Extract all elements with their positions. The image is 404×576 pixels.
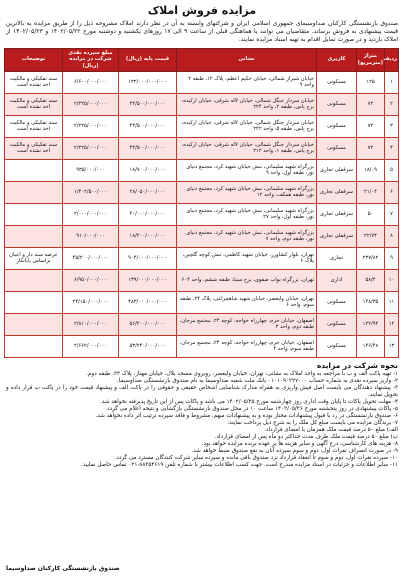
table-cell: ۲/۸۱۰/۰۰۰/۰۰۰ bbox=[63, 313, 119, 335]
table-cell: خیابان سردار جنگل شمالی، خیابان لاله شرقی، خیابان ارکیده، برج پاس، طبقه ۱، واحد ۲۱۲ bbox=[177, 137, 317, 159]
table-row bbox=[5, 115, 399, 137]
table-cell: ۴۴/۵۰۰/۰۰۰/۰۰۰ bbox=[119, 137, 177, 159]
table-cell bbox=[5, 181, 63, 203]
table-cell: مسکونی bbox=[317, 93, 357, 115]
table-cell bbox=[5, 159, 63, 181]
table-cell: مسکونی bbox=[317, 137, 357, 159]
condition-item: ۱۱- سایر اطلاعات و جزئیات در اسناد مزایده مندرج است. جهت کسب اطلاعات بیشتر با شماره تلفن ۸۸۳۵۴۶۱۹-۰۲۱ تماس حاصل نمایید. bbox=[81, 461, 398, 468]
table-cell: ۷ bbox=[385, 203, 399, 225]
table-cell: ۷۲ bbox=[357, 93, 385, 115]
table-cell: ۱۳ bbox=[385, 335, 399, 357]
table-cell: مسکونی bbox=[317, 335, 357, 357]
table-row bbox=[5, 335, 399, 357]
table-cell: سرقفلی تجاری bbox=[317, 159, 357, 181]
table-cell: ۲ bbox=[385, 93, 399, 115]
table-cell: ۴۵/۲۰۰/۰۰۰/۰۰۰ bbox=[63, 247, 119, 269]
column-header: ردیف bbox=[385, 48, 399, 71]
condition-item: ۱۰- سپرده نفرات اول، دوم و سوم تا انعقاد قرارداد نزد صندوق باقی مانده و سپرده سایر شرکت کنندگان مسترد می گردد. bbox=[114, 454, 398, 461]
conditions-title: نحوه شرکت در مزایده bbox=[316, 360, 398, 370]
table-cell: ۱۳۲/۰۰۰/۰۰۰/۰۰۰ bbox=[119, 71, 177, 93]
table-cell bbox=[5, 291, 63, 313]
table-cell: ۲/۲۲۵/۰۰۰/۰۰۰ bbox=[63, 93, 119, 115]
table-row bbox=[5, 291, 399, 313]
table-cell: مسکونی bbox=[317, 291, 357, 313]
page-title: مزایده فروش املاک bbox=[147, 4, 257, 17]
table-cell: سرقفلی تجاری bbox=[317, 225, 357, 247]
column-header: مبلغ سپرده نقدی شرکت در مزایده (ریال) bbox=[63, 48, 119, 71]
table-cell: ۲/۲۲۵/۰۰۰/۰۰۰ bbox=[63, 115, 119, 137]
condition-item: ۷- برندگان مزایده می بایست مبلغ کل ملک را به شرح ذیل پرداخت نمایند: bbox=[227, 419, 398, 426]
condition-item: ۲- واریز سپرده نقدی به شماره حساب ۰۱۰۱۰۹۰۲۲۷۰۰۰ بانک ملت شعبه صداوسیما به نام صندوق بازنشستگی صداوسیما. bbox=[116, 377, 398, 384]
table-cell: ۲۳۷/۸۲ bbox=[357, 247, 385, 269]
condition-item: ۹- در صورت انصراف نفرات اول، دوم و سوم سپرده آنان به نفع صندوق ضبط خواهد شد. bbox=[191, 447, 398, 454]
table-cell: تهران، خیابان ولیعصر، خیابان شهید شاهچراغی، پلاک ۲۴، طبقه سوم، واحد ۶ bbox=[177, 291, 317, 313]
table-cell: اصفهان، خیابان خرم، چهارراه خواجه، کوچه ۲۴، مجتمع مرجان، طبقه دوم، واحد ۳ bbox=[177, 313, 317, 335]
table-row bbox=[5, 137, 399, 159]
condition-item: ۸- هزینه های کارشناسی، درج آگهی و سایر هزینه ها بر عهده برنده مزایده خواهد بود. bbox=[201, 440, 398, 447]
table-row bbox=[5, 247, 399, 269]
table-cell: ۸ bbox=[385, 225, 399, 247]
table-cell: ۹۰۴/۰۰۰/۰۰۰/۰۰۰ bbox=[119, 247, 177, 269]
table-cell: ۵ bbox=[385, 159, 399, 181]
table-cell: ۱۸/۰۹ bbox=[357, 159, 385, 181]
table-cell: اداری bbox=[317, 269, 357, 291]
table-cell: ۱ bbox=[385, 71, 399, 93]
table-row bbox=[5, 159, 399, 181]
table-cell: ۱۸/۲۰۰/۰۰۰/۰۰۰ bbox=[119, 225, 177, 247]
condition-item: ۴- مهلت تحویل پاکات تا پایان وقت اداری روز چهارشنبه مورخ ۱۴۰۲/۰۵/۲۵ می باشد و پاکات پس از این تاریخ پذیرفته نخواهد شد. bbox=[100, 398, 398, 405]
table-cell: ۳ bbox=[385, 115, 399, 137]
table-cell: بزرگراه شهید سلیمانی، نبش خیابان شهید کرد، مجتمع دنیای نور، طبقه دوم، واحد ۷ bbox=[177, 225, 317, 247]
table-cell bbox=[5, 313, 63, 335]
table-cell: خیابان شیراز شمالی، خیابان حکیم اعظم، پلاک ۱۲، طبقه ۲ واحد ۹ bbox=[177, 71, 317, 93]
condition-item: الف) مبلغ ۵۰ درصد قیمت ملک همزمان با امضای قرارداد. bbox=[264, 426, 398, 433]
table-cell: ۶/۶۰۰/۰۰۰/۰۰۰ bbox=[63, 71, 119, 93]
table-cell: ۴ bbox=[385, 137, 399, 159]
conditions-list bbox=[0, 371, 404, 469]
table-cell: سند تفکیکی و مالکیت اخذ نشده است bbox=[5, 115, 63, 137]
table-cell: سند تفکیکی و مالکیت اخذ نشده است bbox=[5, 71, 63, 93]
table-cell: ۲/۰۰۰/۰۰۰/۰۰۰ bbox=[63, 203, 119, 225]
table-cell: سند تفکیکی و مالکیت اخذ نشده است bbox=[5, 93, 63, 115]
table-cell: ۱/۴۰۲/۵۰۰/۰۰۰ bbox=[63, 181, 119, 203]
table-row bbox=[5, 93, 399, 115]
table-cell: ۱۲ bbox=[385, 313, 399, 335]
table-cell: ۲۴/۱۵۰/۰۰۰/۰۰۰ bbox=[63, 291, 119, 313]
table-cell: ۵۶/۲۰۰/۰۰۰/۰۰۰ bbox=[119, 313, 177, 335]
table-cell: ۷۲ bbox=[357, 115, 385, 137]
table-row bbox=[5, 313, 399, 335]
table-cell: ۱۴۸/۳۵ bbox=[357, 291, 385, 313]
condition-item: ۳- پیشنهاد دهندگان می بایست اصل فیش واریزی به همراه مدارک شناسایی اشخاص حقیقی و حقوقی را در پاکت الف و پیشنهاد قیمت خود را در پاکت ب قرار داده و تحویل نمایند. bbox=[6, 384, 398, 398]
table-cell: بزرگراه شهید سلیمانی، نبش خیابان شهید کرد، مجتمع دنیای نور، طبقه اول، واحد ۹ bbox=[177, 159, 317, 181]
table-cell: ۹۳۵/۰۰۰/۰۰۰ bbox=[63, 159, 119, 181]
signature: صندوق بازنشستگی کارکنان صداوسیما bbox=[6, 565, 120, 572]
condition-item: ۱- تهیه پاکت الف و ب با مراجعه به واحد املاک به نشانی: تهران، خیابان ولیعصر، روبروی مسجد بلال، خیابان مهناز، پلاک ۲۳، طبقه دوم. bbox=[86, 370, 398, 377]
table-cell: ۴۴/۵۰۰/۰۰۰/۰۰۰ bbox=[119, 115, 177, 137]
table-row bbox=[5, 269, 399, 291]
table-cell: ۹ bbox=[385, 247, 399, 269]
table-cell: ۹۱۰/۰۰۰/۰۰۰ bbox=[63, 225, 119, 247]
table-cell: ۱۳۹/۰۰۰/۰۰۰/۰۰۰ bbox=[119, 269, 177, 291]
table-cell: ۶ bbox=[385, 181, 399, 203]
table-cell: تهران، بلوار کشاورز، خیابان شهید کاظمی، نبش کوچه گلچین، پلاک ۶ bbox=[177, 247, 317, 269]
condition-item: ب) مبلغ ۵۰ درصد قیمت ملک ظرف مدت حداکثر دو ماه پس از امضای قرارداد. bbox=[214, 433, 398, 440]
table-cell: اصفهان، خیابان خرم، چهارراه خواجه، کوچه ۲۴، مجتمع مرجان، طبقه سوم، واحد ۴ bbox=[177, 335, 317, 357]
table-cell: خیابان سردار جنگل شمالی، خیابان لاله شرقی، خیابان ارکیده، برج پاس، طبقه ۵، واحد ۲۴۲ bbox=[177, 115, 317, 137]
table-cell: ۵۸/۲ bbox=[357, 269, 385, 291]
condition-item: ۶- صندوق بازنشستگی در رد یا قبول پیشنهادات مختار بوده و به پیشنهادات مبهم، مشروط و فاقد سپرده ترتیب اثر داده نخواهد شد. bbox=[95, 412, 398, 419]
table-cell: ۱۲۵ bbox=[357, 71, 385, 93]
table-cell: ۱۴۶/۴۸ bbox=[357, 335, 385, 357]
table-cell: ۵۳/۲۴۰/۰۰۰/۰۰۰ bbox=[119, 335, 177, 357]
table-cell: ۲۸/۰۵۰/۰۰۰/۰۰۰ bbox=[119, 181, 177, 203]
table-cell: ۴۴/۵۰۰/۰۰۰/۰۰۰ bbox=[119, 93, 177, 115]
column-header: توضیحات bbox=[5, 48, 63, 71]
table-cell: ۲۱/۰۴ bbox=[357, 181, 385, 203]
table-cell: ۱۰ bbox=[385, 269, 399, 291]
table-cell bbox=[5, 335, 63, 357]
table-cell bbox=[5, 225, 63, 247]
table-cell: ۱۱ bbox=[385, 291, 399, 313]
table-header-row bbox=[5, 48, 399, 71]
table-cell: مسکونی bbox=[317, 313, 357, 335]
table-cell: عرصه سند دار و اعیان براساس پایانکار bbox=[5, 247, 63, 269]
table-cell: سرقفلی تجاری bbox=[317, 203, 357, 225]
table-cell bbox=[5, 269, 63, 291]
table-cell: ۶/۹۵۰/۰۰۰/۰۰۰ bbox=[63, 269, 119, 291]
column-header: نشانی bbox=[177, 48, 317, 71]
table-cell: تجاری bbox=[317, 247, 357, 269]
table-body bbox=[5, 71, 399, 357]
table-cell: ۱۸/۷۰۰/۰۰۰/۰۰۰ bbox=[119, 159, 177, 181]
table-cell: سند تفکیکی و مالکیت اخذ نشده است bbox=[5, 137, 63, 159]
column-header: کاربری bbox=[317, 48, 357, 71]
table-cell: ۴۸۳/۰۰۰/۰۰۰/۰۰۰ bbox=[119, 291, 177, 313]
table-row bbox=[5, 71, 399, 93]
table-row bbox=[5, 225, 399, 247]
table-cell: مسکونی bbox=[317, 71, 357, 93]
column-header: متراژ (مترمربع) bbox=[357, 48, 385, 71]
table-cell: ۵۰ bbox=[357, 203, 385, 225]
table-cell: مسکونی bbox=[317, 115, 357, 137]
table-cell: ۲/۲۲۵/۰۰۰/۰۰۰ bbox=[63, 137, 119, 159]
table-cell: ۲۲/۷۴ bbox=[357, 225, 385, 247]
table-cell: سرقفلی تجاری bbox=[317, 181, 357, 203]
table-row bbox=[5, 203, 399, 225]
table-cell: تهران، بزرگراه نواب صفوی، برج سینا، طبقه ششم، واحد ۶۰۴ bbox=[177, 269, 317, 291]
column-header: قیمت پایه (ریال) bbox=[119, 48, 177, 71]
table-cell: ۲/۶۶۲/۰۰۰/۰۰۰ bbox=[63, 335, 119, 357]
table-cell: ۱۲۲/۹۲ bbox=[357, 313, 385, 335]
condition-item: ۵- پاکات پیشنهادی در روز پنجشنبه مورخ ۱۴۰۲/۰۵/۲۶ ساعت ۱۰ در محل صندوق بازنشستگی بازگشایی و نتیجه اعلام می گردد. bbox=[105, 405, 398, 412]
assets-table bbox=[4, 48, 399, 358]
table-cell: ۴۰/۰۰۰/۰۰۰/۰۰۰ bbox=[119, 203, 177, 225]
table-cell: بزرگراه شهید سلیمانی، نبش خیابان شهید کرد، مجتمع دنیای نور، طبقه اول، واحد ۲۷ bbox=[177, 203, 317, 225]
table-cell: خیابان سردار جنگل شمالی، خیابان لاله شرقی، خیابان ارکیده، برج پاس، طبقه ۲، واحد ۲۲۴ bbox=[177, 93, 317, 115]
table-cell bbox=[5, 203, 63, 225]
table-row bbox=[5, 181, 399, 203]
table-cell: بزرگراه شهید سلیمانی، نبش خیابان شهید کرد، مجتمع دنیای نور، طبقه همکف، واحد ۱۲ bbox=[177, 181, 317, 203]
intro-paragraph: صندوق بازنشستگی کارکنان صداوسیمای جمهوری اسلامی ایران و شرکتهای وابسته به آن در نظر دارند املاک مشروحه ذیل را از طریق مزایده به بالاترین قیمت پیشنهادی به فروش برساند. متقاضیان می توانند با هماهنگی قبلی از ساعت ۹ الی ۱۷ روزهای یکشنبه و دوشنبه مورخ ۱۴۰۲/۰۵/۲۲ و ۱۴۰۲/۰۵/۲۳ از املاک بازدید و در صورت تمایل اقدام به تهیه اسناد مزایده نمایند. bbox=[6, 20, 398, 44]
table-cell: ۷۲ bbox=[357, 137, 385, 159]
